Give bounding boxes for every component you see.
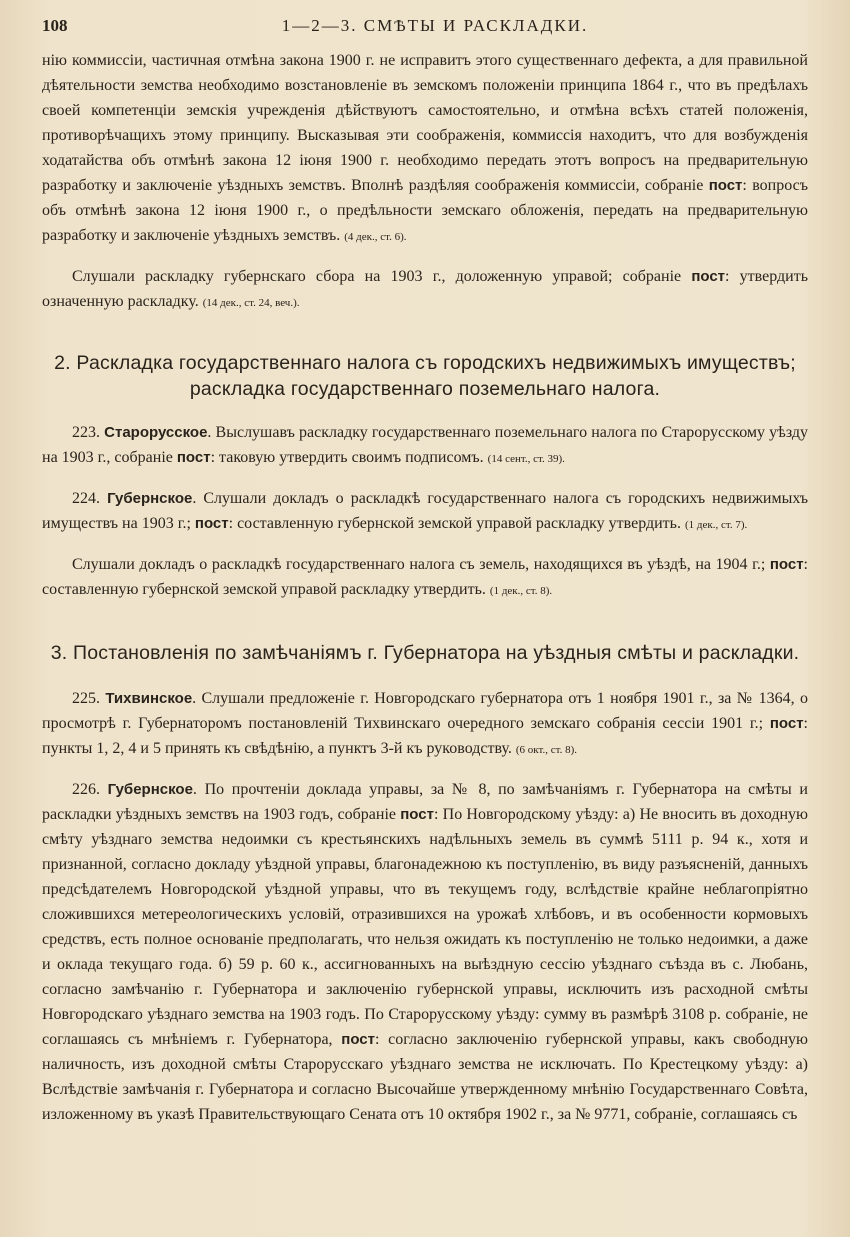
item-223: 223. Старорусское. Выслушавъ раскладку государственнаго поземельнаго налога по Старорусскому уѣзду на 1903 г., собраніе пост: таковую утвердить своимъ подписомъ. (14 сент., ст. 39).	[42, 424, 809, 466]
resolution-keyword: пост	[769, 715, 804, 732]
paragraph-continuation: нію коммиссіи, частичная отмѣна закона 1900 г. не исправитъ этого существеннаго дефекта, а для правильной дѣятельности земства необходимо возстановленіе въ земскомъ положеніи принципа 1864 г., что въ предѣлахъ своей компетенціи земскія учрежденія дѣйствуютъ самостоятельно, и отмѣна всѣхъ статей положенія, противорѣчащихъ этому принципу. Высказывая эти соображенія, коммиссія находитъ, что для возбужденія ходатайства объ отмѣнѣ закона 12 іюня 1900 г. необходимо передать этотъ вопросъ на предварительную разработку и заключеніе уѣздныхъ земствъ. Вполнѣ раздѣляя соображенія коммиссіи, собраніе пост: вопросъ объ отмѣнѣ закона 12 іюня 1900 г., о предѣльности земскаго обложенія, передать на предварительную разработку и заключеніе уѣздныхъ земствъ. (4 дек., ст. 6).	[42, 52, 809, 244]
zemstvo-name: Губернское	[107, 490, 193, 507]
item-number: 225.	[72, 690, 100, 707]
citation-ref: (1 дек., ст. 7).	[684, 519, 748, 531]
resolution-keyword: пост	[400, 806, 434, 823]
item-number: 226.	[72, 781, 100, 798]
resolution-keyword: пост	[176, 449, 211, 466]
item-225: 225. Тихвинское. Слушали предложеніе г. Новгородскаго губернатора отъ 1 ноября 1901 г., за № 1364, о просмотрѣ г. Губернаторомъ постановленій Тихвинскаго очередного земскаго собранія сессіи 1901 г.; пост: пункты 1, 2, 4 и 5 принять къ свѣдѣнію, а пунктъ 3-й къ руководству. (6 окт., ст. 8).	[42, 690, 808, 757]
item-number: 224.	[72, 490, 100, 507]
resolution-keyword: пост	[194, 515, 229, 532]
section-heading-3: 3. Постановленія по замѣчаніямъ г. Губернатора на уѣздныя смѣты и раскладки.	[50, 642, 800, 664]
resolution-keyword: пост	[708, 177, 743, 194]
resolution-keyword: пост	[341, 1031, 375, 1048]
item-224: 224. Губернское. Слушали докладъ о раскладкѣ государственнаго налога съ городскихъ недвижимыхъ имуществъ на 1903 г.; пост: составленную губернской земской управой раскладку утвердить. (1 дек., ст. 7).	[42, 490, 809, 532]
section-heading-2: 2. Раскладка государственнаго налога съ городскихъ недвижимыхъ имуществъ; раскладка государственнаго поземельнаго налога.	[54, 352, 796, 400]
citation-ref: (4 дек., ст. 6).	[344, 231, 407, 243]
citation-ref: (14 дек., ст. 24, веч.).	[202, 297, 300, 309]
zemstvo-name: Тихвинское	[105, 690, 193, 707]
citation-ref: (1 дек., ст. 8).	[489, 585, 553, 597]
running-title: 1—2—3. СМѢТЫ И РАСКЛАДКИ.	[281, 16, 589, 35]
item-number: 223.	[72, 424, 100, 441]
item-224-continued: Слушали докладъ о раскладкѣ государственнаго налога съ земель, находящихся въ уѣздѣ, на 1904 г.; пост: составленную губернской земской управой раскладку утвердить. (1 дек., ст. 8).	[42, 556, 808, 598]
zemstvo-name: Губернское	[107, 781, 193, 798]
item-226: 226. Губернское. По прочтеніи доклада управы, за № 8, по замѣчаніямъ г. Губернатора на смѣты и раскладки уѣздныхъ земствъ на 1903 годъ, собраніе пост: По Новгородскому уѣзду: а) Не вносить въ доходную смѣту уѣзднаго земства недоимки съ крестьянскихъ надѣльныхъ земель въ суммѣ 5111 р. 94 к., хотя и признанной, согласно докладу уѣздной управы, благонадежною къ поступленію, въ виду разъясненій, данныхъ предсѣдателемъ Новгородской уѣздной управы, что въ текущемъ году, вслѣдствіе крайне неблагопріятно сложившихся метереологическихъ условій, отразившихся на урожаѣ хлѣбовъ, и въ особенности кормовыхъ средствъ, есть полное основаніе предполагать, что нельзя ожидать къ поступленію не только недоимки, а даже и оклада текущаго года. б) 59 р. 60 к., ассигнованныхъ на выѣздную сессію уѣзднаго съѣзда въ с. Любань, согласно замѣчанію г. Губернатора и заключенію губернской управы, исключить изъ расходной смѣты Новгородскаго уѣзднаго земства на 1903 годъ. По Старорусскому уѣзду: сумму въ размѣрѣ 3108 р. собраніе, не соглашаясь съ мнѣніемъ г. Губернатора, пост: согласно заключенію губернской управы, какъ свободную наличность, изъ доходной смѣты Старорусскаго уѣзднаго земства не исключать. По Крестецкому уѣзду: а) Вслѣдствіе замѣчанія г. Губернатора и согласно Высочайше утвержденному мнѣнію Государственнаго Совѣта, изложенному въ указѣ Правительствующаго Сената отъ 10 октября 1902 г., за № 9771, собраніе, соглашаясь съ	[42, 781, 809, 1123]
zemstvo-name: Старорусское	[104, 424, 208, 441]
citation-ref: (14 сент., ст. 39).	[487, 453, 565, 465]
running-header	[42, 16, 808, 36]
citation-ref: (6 окт., ст. 8).	[515, 744, 577, 756]
paragraph-gubernsky-collection: Слушали раскладку губернскаго сбора на 1903 г., доложенную управой; собраніе пост: утвердить означенную раскладку. (14 дек., ст. 24, веч.).	[42, 268, 808, 310]
page-number: 108	[42, 16, 68, 35]
resolution-keyword: пост	[769, 556, 804, 573]
resolution-keyword: пост	[691, 268, 726, 285]
